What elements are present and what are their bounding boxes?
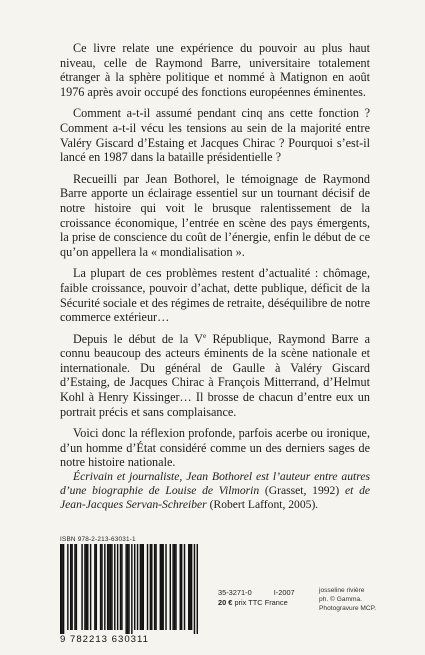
barcode-bar <box>151 544 152 630</box>
barcode-bar <box>67 544 68 630</box>
barcode-bar <box>76 544 77 630</box>
edition-code: I-2007 <box>273 588 295 597</box>
barcode-bar <box>180 544 181 630</box>
paragraph-1: Ce livre relate une expérience du pouvoir au plus haut niveau, celle de Raymond Barre, universitaire totalement étranger à la sphère politique et nommé à Matignon en août 1976 après avoir occupé des fonctions européennes éminentes. <box>60 41 370 99</box>
barcode-bar <box>197 544 198 634</box>
paragraph-6: Voici donc la réflexion profonde, parfois acerbe ou ironique, d’un homme d’État considéré comme un des derniers sages de notre histoire nationale. <box>60 426 370 470</box>
barcode-bar <box>94 544 95 630</box>
barcode-bar <box>162 544 163 630</box>
paragraph-5-rest: République, Raymond Barre a connu beaucoup des acteurs éminents de la scène nationale et internationale. Du général de Gaulle à Valéry Giscard d’Estaing, de Jacques Chirac à François Mitterrand, d’Helmut Kohl à Henry Kissinger… Il brosse de chacun d’entre eux un portrait précis et sans complaisance. <box>60 331 370 419</box>
barcode-bar <box>134 544 135 630</box>
barcode-bar <box>101 544 102 630</box>
barcode-bars <box>60 544 198 634</box>
price: 20 € <box>218 598 233 607</box>
barcode-bar <box>100 544 101 630</box>
barcode-bar <box>111 544 112 630</box>
barcode-bar <box>154 544 155 630</box>
barcode-bar <box>84 544 85 630</box>
barcode-digits: 9 782213 630311 <box>60 634 149 645</box>
bio-text-2: et de Jean-Jacques Servan-Schreiber <box>60 484 371 511</box>
barcode-bar <box>120 544 121 630</box>
barcode-bar <box>74 544 75 630</box>
barcode-bar <box>60 544 61 634</box>
product-codes <box>218 588 295 608</box>
barcode-bar <box>131 544 132 634</box>
barcode-bar <box>137 544 138 630</box>
barcode-bar <box>175 544 176 630</box>
author-bio <box>60 470 370 512</box>
barcode-bar <box>104 544 105 630</box>
codes-row-2 <box>218 598 295 608</box>
barcode-bar <box>161 544 162 630</box>
barcode-bar <box>110 544 111 630</box>
paragraph-2: Comment a-t-il assumé pendant cinq ans cette fonction ? Comment a-t-il vécu les tensions au sein de la majorité entre Valéry Giscard d’Estaing et Jacques Chirac ? Pourquoi s’est-il lancé en 1987 dans la bataille présidentielle ? <box>60 106 370 165</box>
barcode-bar <box>189 544 190 630</box>
paragraph-5-start: Depuis le début de la V <box>73 331 203 346</box>
barcode-bar <box>174 544 175 630</box>
barcode-bar <box>141 544 142 630</box>
barcode-bar <box>184 544 185 630</box>
barcode <box>60 544 198 634</box>
bio-text-1: Écrivain et journaliste, Jean Bothorel est l’auteur entre autres d’une biographie de Louise de Vilmorin <box>60 470 370 497</box>
bio-end: . <box>315 498 319 511</box>
price-note: prix TTC France <box>232 598 288 607</box>
bio-publisher-2: (Robert Laffont, 2005) <box>209 498 316 511</box>
barcode-bar <box>165 544 166 630</box>
barcode-bar <box>188 544 189 630</box>
barcode-bar <box>147 544 148 630</box>
barcode-bar <box>160 544 161 630</box>
barcode-bar <box>172 544 173 630</box>
paragraph-4: La plupart de ces problèmes restent d’actualité : chômage, faible croissance, pouvoir d’achat, dette publique, déficit de la Sécurité sociale et des régimes de retraite, déséquilibre de notre commerce extérieur… <box>60 266 370 325</box>
isbn-label: ISBN 978-2-213-63031-1 <box>60 536 136 543</box>
barcode-bar <box>61 544 62 634</box>
reference-code: 35-3271-0 <box>218 588 252 597</box>
barcode-bar <box>181 544 182 630</box>
barcode-bar <box>128 544 129 634</box>
barcode-bar <box>114 544 115 630</box>
barcode-bar <box>127 544 128 634</box>
paragraph-3: Recueilli par Jean Bothorel, le témoignage de Raymond Barre apporte un éclairage essentiel sur un tournant décisif de notre histoire qui voit le brusque ralentissement de la croissance économique, l’entrée en scène des pays émergents, la prise de conscience du coût de l’énergie, enfin le début de ce qu’on appellera la « mondialisation ». <box>60 171 370 259</box>
paragraph-5 <box>60 332 370 420</box>
barcode-bar <box>140 544 141 630</box>
barcode-bar <box>143 544 144 630</box>
barcode-bar <box>194 544 195 634</box>
barcode-bar <box>70 544 71 630</box>
barcode-bar <box>96 544 97 630</box>
credits <box>319 586 376 614</box>
barcode-bar <box>125 544 126 634</box>
blurb <box>60 41 370 477</box>
barcode-bar <box>108 544 109 630</box>
barcode-bar <box>86 544 87 630</box>
barcode-bar <box>81 544 82 630</box>
barcode-bar <box>155 544 156 630</box>
superscript-e: e <box>202 330 207 340</box>
bio-publisher-1: (Grasset, 1992) <box>264 484 340 497</box>
barcode-bar <box>150 544 151 630</box>
barcode-bar <box>71 544 72 630</box>
codes-row-1 <box>218 588 295 598</box>
barcode-bar <box>170 544 171 630</box>
barcode-bar <box>107 544 108 630</box>
barcode-bar <box>87 544 88 630</box>
barcode-bar <box>90 544 91 630</box>
barcode-bar <box>121 544 122 630</box>
credit-photogravure: Photogravure MCP. <box>319 605 377 613</box>
credit-design: josseline rivière <box>319 587 365 594</box>
barcode-bar <box>63 544 64 634</box>
credit-photo: ph. © Gamma. <box>319 596 362 604</box>
barcode-bar <box>117 544 118 630</box>
barcode-bar <box>191 544 192 630</box>
